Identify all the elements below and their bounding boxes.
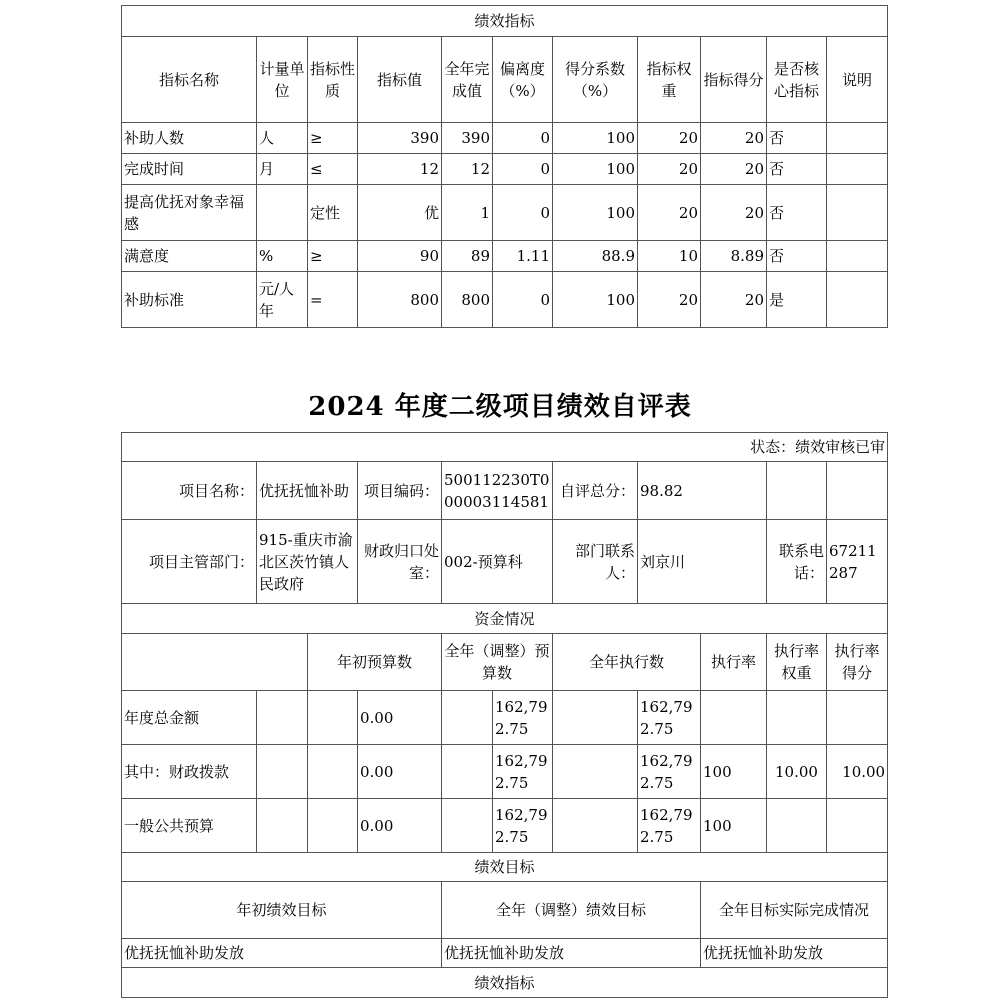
table-row — [122, 745, 888, 799]
indicator-table-top — [121, 5, 888, 328]
indicator-coef: 100 — [553, 185, 638, 241]
indicator-core: 否 — [767, 185, 827, 241]
empty-cell — [553, 745, 638, 799]
indicator-score: 20 — [701, 272, 767, 328]
goal-adjusted: 优抚抚恤补助发放 — [442, 939, 701, 968]
indicator-deviation: 1.11 — [493, 241, 553, 272]
section-title-funds: 资金情况 — [122, 604, 888, 634]
header-cell: 年初预算数 — [308, 634, 442, 691]
indicator-nature: ≥ — [308, 241, 358, 272]
goal-initial: 优抚抚恤补助发放 — [122, 939, 442, 968]
header-cell: 指标得分 — [701, 37, 767, 123]
table-row — [122, 154, 888, 185]
empty-cell — [442, 799, 493, 853]
funds-score — [827, 799, 888, 853]
indicator-value: 390 — [358, 123, 442, 154]
indicator-unit: 月 — [257, 154, 308, 185]
self-evaluation-table — [121, 432, 888, 998]
funds-weight — [767, 799, 827, 853]
header-cell: 年初绩效目标 — [122, 882, 442, 939]
indicator-actual: 800 — [442, 272, 493, 328]
indicator-unit: 人 — [257, 123, 308, 154]
funds-executed: 162,792.75 — [638, 745, 701, 799]
project-code: 500112230T000003114581 — [442, 462, 553, 520]
funds-adjusted: 162,792.75 — [493, 691, 553, 745]
funds-row-label: 年度总金额 — [122, 691, 257, 745]
table-row — [122, 272, 888, 328]
finance-value: 002-预算科 — [442, 520, 553, 604]
header-cell: 指标名称 — [122, 37, 257, 123]
indicator-core: 否 — [767, 154, 827, 185]
table-row — [122, 185, 888, 241]
empty-cell — [308, 691, 358, 745]
empty-cell — [308, 745, 358, 799]
header-cell: 执行率权重 — [767, 634, 827, 691]
project-code-label: 项目编码： — [358, 462, 442, 520]
header-cell: 全年完成值 — [442, 37, 493, 123]
header-cell: 计量单位 — [257, 37, 308, 123]
indicator-deviation: 0 — [493, 272, 553, 328]
indicator-note — [827, 154, 888, 185]
indicator-note — [827, 272, 888, 328]
empty-cell — [442, 745, 493, 799]
header-cell: 说明 — [827, 37, 888, 123]
empty-cell — [442, 691, 493, 745]
section-title-indicators: 绩效指标 — [122, 6, 888, 37]
funds-rate: 100 — [701, 799, 767, 853]
indicator-weight: 20 — [638, 154, 701, 185]
indicator-actual: 1 — [442, 185, 493, 241]
funds-rate: 100 — [701, 745, 767, 799]
project-info-row — [122, 462, 888, 520]
indicator-actual: 89 — [442, 241, 493, 272]
phone-value: 67211287 — [827, 520, 888, 604]
indicator-coef: 100 — [553, 272, 638, 328]
funds-row-label: 一般公共预算 — [122, 799, 257, 853]
page-title: 2024 年度二级项目绩效自评表 — [308, 392, 692, 422]
header-cell: 指标性质 — [308, 37, 358, 123]
self-score-label: 自评总分： — [553, 462, 638, 520]
indicator-value: 优 — [358, 185, 442, 241]
section-title-indicators: 绩效指标 — [122, 968, 888, 998]
goals-header-row — [122, 882, 888, 939]
indicator-score: 20 — [701, 185, 767, 241]
funds-executed: 162,792.75 — [638, 691, 701, 745]
finance-label: 财政归口处室： — [358, 520, 442, 604]
header-cell: 执行率得分 — [827, 634, 888, 691]
indicator-nature: ≥ — [308, 123, 358, 154]
empty-cell — [257, 799, 308, 853]
indicator-name: 提高优抚对象幸福感 — [122, 185, 257, 241]
indicator-value: 90 — [358, 241, 442, 272]
indicator-unit — [257, 185, 308, 241]
contact-label: 部门联系人： — [553, 520, 638, 604]
empty-cell — [767, 462, 827, 520]
indicator-unit: % — [257, 241, 308, 272]
table-row — [122, 241, 888, 272]
funds-initial: 0.00 — [358, 745, 442, 799]
indicator-coef: 100 — [553, 154, 638, 185]
indicator-name: 补助标准 — [122, 272, 257, 328]
header-cell: 指标权重 — [638, 37, 701, 123]
indicator-note — [827, 185, 888, 241]
phone-label: 联系电话： — [767, 520, 827, 604]
empty-cell — [553, 799, 638, 853]
project-name-label: 项目名称： — [122, 462, 257, 520]
header-cell: 得分系数（%） — [553, 37, 638, 123]
table-row — [122, 799, 888, 853]
funds-executed: 162,792.75 — [638, 799, 701, 853]
header-cell: 执行率 — [701, 634, 767, 691]
funds-adjusted: 162,792.75 — [493, 745, 553, 799]
funds-initial: 0.00 — [358, 691, 442, 745]
funds-row-label: 其中：财政拨款 — [122, 745, 257, 799]
project-name: 优抚抚恤补助 — [257, 462, 358, 520]
header-cell: 全年（调整）预算数 — [442, 634, 553, 691]
indicator-actual: 12 — [442, 154, 493, 185]
table-row — [122, 123, 888, 154]
funds-rate — [701, 691, 767, 745]
contact-value: 刘京川 — [638, 520, 767, 604]
indicator-weight: 20 — [638, 272, 701, 328]
indicator-value: 12 — [358, 154, 442, 185]
indicator-value: 800 — [358, 272, 442, 328]
header-cell: 全年（调整）绩效目标 — [442, 882, 701, 939]
indicator-name: 满意度 — [122, 241, 257, 272]
header-cell: 偏离度（%） — [493, 37, 553, 123]
header-cell: 指标值 — [358, 37, 442, 123]
indicator-core: 否 — [767, 123, 827, 154]
project-dept-row — [122, 520, 888, 604]
indicator-weight: 20 — [638, 185, 701, 241]
header-cell: 全年目标实际完成情况 — [701, 882, 888, 939]
goals-value-row — [122, 939, 888, 968]
self-score: 98.82 — [638, 462, 767, 520]
funds-weight — [767, 691, 827, 745]
funds-adjusted: 162,792.75 — [493, 799, 553, 853]
empty-cell — [308, 799, 358, 853]
indicator-score: 8.89 — [701, 241, 767, 272]
indicator-deviation: 0 — [493, 123, 553, 154]
dept-value: 915-重庆市渝北区茨竹镇人民政府 — [257, 520, 358, 604]
header-cell: 是否核心指标 — [767, 37, 827, 123]
indicator-nature: ≤ — [308, 154, 358, 185]
empty-cell — [122, 634, 308, 691]
section-title-goals: 绩效目标 — [122, 853, 888, 882]
indicator-core: 否 — [767, 241, 827, 272]
indicator-score: 20 — [701, 154, 767, 185]
header-cell: 全年执行数 — [553, 634, 701, 691]
indicator-deviation: 0 — [493, 154, 553, 185]
indicator-coef: 100 — [553, 123, 638, 154]
empty-cell — [553, 691, 638, 745]
funds-header-row — [122, 634, 888, 691]
empty-cell — [827, 462, 888, 520]
indicator-unit: 元/人年 — [257, 272, 308, 328]
table-row — [122, 691, 888, 745]
goal-actual: 优抚抚恤补助发放 — [701, 939, 888, 968]
dept-label: 项目主管部门： — [122, 520, 257, 604]
funds-weight: 10.00 — [767, 745, 827, 799]
empty-cell — [257, 745, 308, 799]
indicator-nature: = — [308, 272, 358, 328]
indicator-actual: 390 — [442, 123, 493, 154]
indicator-name: 完成时间 — [122, 154, 257, 185]
indicator-core: 是 — [767, 272, 827, 328]
indicator-coef: 88.9 — [553, 241, 638, 272]
funds-initial: 0.00 — [358, 799, 442, 853]
indicator-deviation: 0 — [493, 185, 553, 241]
indicator-note — [827, 123, 888, 154]
funds-score — [827, 691, 888, 745]
indicator-weight: 20 — [638, 123, 701, 154]
funds-score: 10.00 — [827, 745, 888, 799]
indicator-name: 补助人数 — [122, 123, 257, 154]
indicator-nature: 定性 — [308, 185, 358, 241]
indicator-weight: 10 — [638, 241, 701, 272]
indicator-note — [827, 241, 888, 272]
status-badge: 状态：绩效审核已审 — [122, 433, 888, 462]
indicator-score: 20 — [701, 123, 767, 154]
indicator-header-row — [122, 37, 888, 123]
empty-cell — [257, 691, 308, 745]
